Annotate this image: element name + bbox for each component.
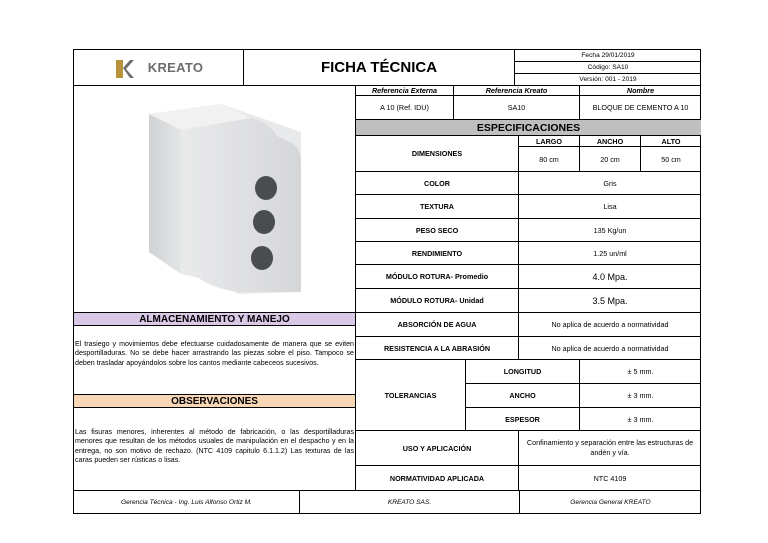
fecha-text: Fecha 29/01/2019 bbox=[515, 50, 701, 62]
resistencia-value: No aplica de acuerdo a normatividad bbox=[519, 337, 701, 360]
modulo-unidad-label: MÓDULO ROTURA- Unidad bbox=[356, 289, 519, 313]
resistencia-label: RESISTENCIA A LA ABRASIÓN bbox=[356, 337, 519, 360]
modulo-promedio-value: 4.0 Mpa. bbox=[519, 265, 701, 289]
version-text: Versión: 001 - 2019 bbox=[515, 74, 701, 86]
normatividad-value: NTC 4109 bbox=[519, 466, 701, 491]
normatividad-label: NORMATIVIDAD APLICADA bbox=[356, 466, 519, 491]
absorcion-label: ABSORCIÓN DE AGUA bbox=[356, 313, 519, 337]
largo-header: LARGO bbox=[519, 136, 580, 147]
absorcion-value: No aplica de acuerdo a normatividad bbox=[519, 313, 701, 337]
tol-ancho-label: ANCHO bbox=[466, 384, 580, 408]
espesor-value: ± 3 mm. bbox=[580, 408, 701, 431]
longitud-value: ± 5 mm. bbox=[580, 360, 701, 384]
observaciones-title: OBSERVACIONES bbox=[74, 394, 355, 408]
ancho-header: ANCHO bbox=[580, 136, 641, 147]
modulo-unidad-value: 3.5 Mpa. bbox=[519, 289, 701, 313]
largo-value: 80 cm bbox=[519, 147, 580, 172]
dimensiones-label: DIMENSIONES bbox=[356, 136, 519, 172]
ref-externa-value: A 10 (Ref. IDU) bbox=[356, 96, 454, 120]
peso-value: 135 Kg/un bbox=[519, 219, 701, 242]
ancho-value: 20 cm bbox=[580, 147, 641, 172]
rendimiento-label: RENDIMIENTO bbox=[356, 242, 519, 265]
ref-kreato-header: Referencia Kreato bbox=[454, 86, 580, 96]
ref-kreato-value: SA10 bbox=[454, 96, 580, 120]
footer-gerencia-general: Gerencia General KREATO bbox=[520, 490, 701, 514]
textura-label: TEXTURA bbox=[356, 195, 519, 219]
peso-label: PESO SECO bbox=[356, 219, 519, 242]
nombre-header: Nombre bbox=[580, 86, 701, 96]
longitud-label: LONGITUD bbox=[466, 360, 580, 384]
color-label: COLOR bbox=[356, 172, 519, 195]
concrete-block-image bbox=[129, 102, 309, 302]
logo-cell bbox=[74, 50, 244, 86]
espesor-label: ESPESOR bbox=[466, 408, 580, 431]
uso-label: USO Y APLICACIÓN bbox=[356, 431, 519, 466]
codigo-text: Código: SA10 bbox=[515, 62, 701, 74]
tolerancias-label: TOLERANCIAS bbox=[356, 360, 466, 431]
color-value: Gris bbox=[519, 172, 701, 195]
ref-externa-header: Referencia Externa bbox=[356, 86, 454, 96]
uso-value: Confinamiento y separación entre las estructuras de andén y vía. bbox=[519, 431, 701, 466]
almacenamiento-title: ALMACENAMIENTO Y MANEJO bbox=[74, 312, 355, 326]
page-title: FICHA TÉCNICA bbox=[244, 50, 515, 86]
footer-kreato: KREATO SAS. bbox=[300, 490, 520, 514]
observaciones-text: Las fisuras menores, inherentes al método de fabricación, o las desportilladuras menores que resultan de los métodos usuales de manipulación en el despacho y en la entrega, no son motivo de rechazo. (NTC 4109 capitulo 6.1.1.2) Las texturas de las caras pueden ser rústicas o lisas. bbox=[75, 428, 354, 465]
almacenamiento-text: El trasiego y movimientos debe efectuarse cuidadosamente de manera que se eviten desportilladuras. No se debe hacer arrastrando las piezas sobre el piso. Tampoco se deben trasladar apoyándolos sobre los cantos mediante cabeceos sucesivos. bbox=[75, 340, 354, 367]
technical-sheet bbox=[73, 49, 701, 514]
nombre-value: BLOQUE DE CEMENTO A 10 bbox=[580, 96, 701, 120]
footer-gerencia-tecnica: Gerencia Técnica - Ing. Luis Alfonso Ortiz M. bbox=[74, 490, 300, 514]
textura-value: Lisa bbox=[519, 195, 701, 219]
logo-text: KREATO bbox=[147, 60, 204, 75]
alto-header: ALTO bbox=[641, 136, 701, 147]
alto-value: 50 cm bbox=[641, 147, 701, 172]
modulo-promedio-label: MÓDULO ROTURA- Promedio bbox=[356, 265, 519, 289]
tol-ancho-value: ± 3 mm. bbox=[580, 384, 701, 408]
rendimiento-value: 1.25 un/ml bbox=[519, 242, 701, 265]
specs-title: ESPECIFICACIONES bbox=[356, 120, 701, 136]
